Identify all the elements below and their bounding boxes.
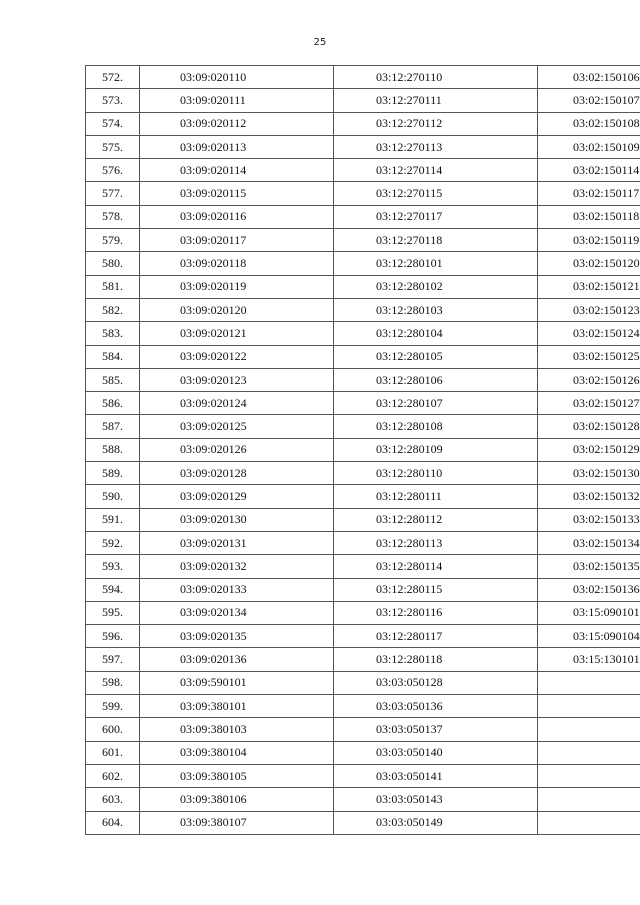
table-row bbox=[86, 438, 640, 461]
cadastral-number-cell: 03:09:020133 bbox=[140, 578, 334, 601]
cadastral-number-cell: 03:09:020113 bbox=[140, 135, 334, 158]
cadastral-number-cell: 03:09:020115 bbox=[140, 182, 334, 205]
row-number-cell: 604. bbox=[86, 811, 140, 834]
cadastral-number-cell: 03:09:020112 bbox=[140, 112, 334, 135]
row-number-cell: 595. bbox=[86, 601, 140, 624]
table-row bbox=[86, 275, 640, 298]
table-row bbox=[86, 368, 640, 391]
cadastral-number-cell: 03:02:150119 bbox=[538, 229, 640, 252]
table-row bbox=[86, 229, 640, 252]
table-row bbox=[86, 764, 640, 787]
cadastral-number-cell: 03:12:280107 bbox=[334, 392, 538, 415]
cadastral-number-cell: 03:02:150126 bbox=[538, 368, 640, 391]
cadastral-number-cell: 03:12:280109 bbox=[334, 438, 538, 461]
cadastral-number-table bbox=[85, 65, 640, 835]
row-number-cell: 597. bbox=[86, 648, 140, 671]
row-number-cell: 574. bbox=[86, 112, 140, 135]
table-row bbox=[86, 508, 640, 531]
cadastral-number-cell: 03:09:020136 bbox=[140, 648, 334, 671]
cadastral-number-cell: 03:12:270110 bbox=[334, 66, 538, 89]
cadastral-number-cell bbox=[538, 811, 640, 834]
table-row bbox=[86, 485, 640, 508]
table-row bbox=[86, 252, 640, 275]
cadastral-number-cell: 03:09:020122 bbox=[140, 345, 334, 368]
cadastral-number-cell: 03:15:130101 bbox=[538, 648, 640, 671]
cadastral-number-cell: 03:12:270114 bbox=[334, 159, 538, 182]
cadastral-number-cell: 03:09:020116 bbox=[140, 205, 334, 228]
row-number-cell: 598. bbox=[86, 671, 140, 694]
row-number-cell: 581. bbox=[86, 275, 140, 298]
cadastral-number-cell: 03:12:280116 bbox=[334, 601, 538, 624]
row-number-cell: 583. bbox=[86, 322, 140, 345]
cadastral-number-cell: 03:12:280117 bbox=[334, 625, 538, 648]
cadastral-number-cell: 03:12:280115 bbox=[334, 578, 538, 601]
cadastral-number-cell: 03:09:020117 bbox=[140, 229, 334, 252]
cadastral-number-cell: 03:09:020135 bbox=[140, 625, 334, 648]
cadastral-number-cell: 03:02:150124 bbox=[538, 322, 640, 345]
table-row bbox=[86, 788, 640, 811]
cadastral-number-cell: 03:03:050137 bbox=[334, 718, 538, 741]
cadastral-number-cell: 03:09:590101 bbox=[140, 671, 334, 694]
table-row bbox=[86, 89, 640, 112]
cadastral-number-cell: 03:02:150136 bbox=[538, 578, 640, 601]
cadastral-number-cell: 03:09:020126 bbox=[140, 438, 334, 461]
cadastral-number-cell: 03:09:020130 bbox=[140, 508, 334, 531]
cadastral-number-cell: 03:02:150109 bbox=[538, 135, 640, 158]
cadastral-number-cell: 03:09:020128 bbox=[140, 462, 334, 485]
cadastral-number-cell: 03:09:020120 bbox=[140, 298, 334, 321]
cadastral-number-cell: 03:02:150132 bbox=[538, 485, 640, 508]
row-number-cell: 600. bbox=[86, 718, 140, 741]
cadastral-number-cell: 03:02:150135 bbox=[538, 555, 640, 578]
row-number-cell: 586. bbox=[86, 392, 140, 415]
cadastral-number-cell bbox=[538, 695, 640, 718]
cadastral-number-cell: 03:12:270111 bbox=[334, 89, 538, 112]
cadastral-number-cell: 03:02:150128 bbox=[538, 415, 640, 438]
table-row bbox=[86, 135, 640, 158]
row-number-cell: 587. bbox=[86, 415, 140, 438]
cadastral-number-cell: 03:12:280104 bbox=[334, 322, 538, 345]
cadastral-number-cell: 03:02:150123 bbox=[538, 298, 640, 321]
cadastral-number-cell: 03:03:050149 bbox=[334, 811, 538, 834]
table-row bbox=[86, 462, 640, 485]
cadastral-number-cell: 03:09:020111 bbox=[140, 89, 334, 112]
cadastral-number-cell: 03:02:150117 bbox=[538, 182, 640, 205]
cadastral-number-cell: 03:12:280111 bbox=[334, 485, 538, 508]
cadastral-number-cell: 03:12:280108 bbox=[334, 415, 538, 438]
row-number-cell: 575. bbox=[86, 135, 140, 158]
row-number-cell: 590. bbox=[86, 485, 140, 508]
cadastral-number-cell: 03:02:150121 bbox=[538, 275, 640, 298]
row-number-cell: 585. bbox=[86, 368, 140, 391]
cadastral-number-cell: 03:12:280114 bbox=[334, 555, 538, 578]
cadastral-number-cell: 03:12:280102 bbox=[334, 275, 538, 298]
cadastral-number-cell: 03:09:380101 bbox=[140, 695, 334, 718]
cadastral-number-cell bbox=[538, 671, 640, 694]
cadastral-number-cell: 03:15:090101 bbox=[538, 601, 640, 624]
table-row bbox=[86, 415, 640, 438]
row-number-cell: 580. bbox=[86, 252, 140, 275]
table-body bbox=[86, 66, 640, 835]
table-row bbox=[86, 625, 640, 648]
page-number: 25 bbox=[313, 37, 327, 48]
cadastral-number-cell: 03:02:150127 bbox=[538, 392, 640, 415]
cadastral-number-cell: 03:09:020132 bbox=[140, 555, 334, 578]
cadastral-number-cell: 03:09:020129 bbox=[140, 485, 334, 508]
table-row bbox=[86, 322, 640, 345]
table-row bbox=[86, 601, 640, 624]
cadastral-number-cell: 03:12:280113 bbox=[334, 531, 538, 554]
cadastral-number-cell: 03:09:020134 bbox=[140, 601, 334, 624]
row-number-cell: 591. bbox=[86, 508, 140, 531]
row-number-cell: 578. bbox=[86, 205, 140, 228]
cadastral-number-cell: 03:09:020123 bbox=[140, 368, 334, 391]
row-number-cell: 573. bbox=[86, 89, 140, 112]
table-row bbox=[86, 205, 640, 228]
table-row bbox=[86, 811, 640, 834]
cadastral-number-cell: 03:09:380106 bbox=[140, 788, 334, 811]
row-number-cell: 589. bbox=[86, 462, 140, 485]
cadastral-number-cell: 03:09:020131 bbox=[140, 531, 334, 554]
cadastral-number-cell: 03:09:380103 bbox=[140, 718, 334, 741]
cadastral-number-cell: 03:09:020119 bbox=[140, 275, 334, 298]
cadastral-number-cell bbox=[538, 718, 640, 741]
cadastral-number-cell: 03:03:050128 bbox=[334, 671, 538, 694]
cadastral-number-cell: 03:09:380105 bbox=[140, 764, 334, 787]
cadastral-number-cell: 03:02:150108 bbox=[538, 112, 640, 135]
row-number-cell: 596. bbox=[86, 625, 140, 648]
cadastral-number-cell: 03:09:020121 bbox=[140, 322, 334, 345]
table-row bbox=[86, 66, 640, 89]
cadastral-number-cell: 03:09:020118 bbox=[140, 252, 334, 275]
table-row bbox=[86, 648, 640, 671]
cadastral-number-cell: 03:12:280103 bbox=[334, 298, 538, 321]
cadastral-number-cell: 03:15:090104 bbox=[538, 625, 640, 648]
table-row bbox=[86, 392, 640, 415]
cadastral-number-cell: 03:02:150107 bbox=[538, 89, 640, 112]
row-number-cell: 599. bbox=[86, 695, 140, 718]
cadastral-number-cell: 03:09:020110 bbox=[140, 66, 334, 89]
cadastral-number-cell: 03:03:050141 bbox=[334, 764, 538, 787]
cadastral-number-cell: 03:12:270113 bbox=[334, 135, 538, 158]
table-row bbox=[86, 671, 640, 694]
row-number-cell: 584. bbox=[86, 345, 140, 368]
row-number-cell: 603. bbox=[86, 788, 140, 811]
cadastral-number-cell: 03:12:280106 bbox=[334, 368, 538, 391]
cadastral-number-cell: 03:09:380104 bbox=[140, 741, 334, 764]
table-row bbox=[86, 159, 640, 182]
cadastral-number-cell: 03:12:280110 bbox=[334, 462, 538, 485]
cadastral-number-cell: 03:02:150118 bbox=[538, 205, 640, 228]
cadastral-number-cell: 03:03:050140 bbox=[334, 741, 538, 764]
cadastral-number-cell: 03:02:150106 bbox=[538, 66, 640, 89]
cadastral-number-cell: 03:02:150120 bbox=[538, 252, 640, 275]
table-row bbox=[86, 555, 640, 578]
cadastral-number-cell: 03:09:020114 bbox=[140, 159, 334, 182]
cadastral-number-cell: 03:09:380107 bbox=[140, 811, 334, 834]
table-row bbox=[86, 718, 640, 741]
cadastral-number-cell: 03:03:050143 bbox=[334, 788, 538, 811]
table-row bbox=[86, 345, 640, 368]
row-number-cell: 577. bbox=[86, 182, 140, 205]
cadastral-number-cell: 03:02:150133 bbox=[538, 508, 640, 531]
row-number-cell: 593. bbox=[86, 555, 140, 578]
cadastral-number-cell: 03:12:280101 bbox=[334, 252, 538, 275]
cadastral-number-cell bbox=[538, 764, 640, 787]
cadastral-number-cell: 03:09:020124 bbox=[140, 392, 334, 415]
table-row bbox=[86, 182, 640, 205]
table-row bbox=[86, 531, 640, 554]
row-number-cell: 594. bbox=[86, 578, 140, 601]
cadastral-number-cell: 03:12:270115 bbox=[334, 182, 538, 205]
cadastral-number-cell: 03:02:150130 bbox=[538, 462, 640, 485]
table-row bbox=[86, 298, 640, 321]
table-row bbox=[86, 695, 640, 718]
cadastral-number-cell: 03:12:280105 bbox=[334, 345, 538, 368]
row-number-cell: 572. bbox=[86, 66, 140, 89]
row-number-cell: 602. bbox=[86, 764, 140, 787]
row-number-cell: 588. bbox=[86, 438, 140, 461]
cadastral-number-cell bbox=[538, 788, 640, 811]
cadastral-number-cell: 03:12:270118 bbox=[334, 229, 538, 252]
cadastral-number-cell bbox=[538, 741, 640, 764]
row-number-cell: 576. bbox=[86, 159, 140, 182]
cadastral-number-cell: 03:12:280112 bbox=[334, 508, 538, 531]
cadastral-number-cell: 03:12:270112 bbox=[334, 112, 538, 135]
table-row bbox=[86, 578, 640, 601]
row-number-cell: 579. bbox=[86, 229, 140, 252]
row-number-cell: 601. bbox=[86, 741, 140, 764]
row-number-cell: 582. bbox=[86, 298, 140, 321]
table-row bbox=[86, 112, 640, 135]
cadastral-number-cell: 03:12:280118 bbox=[334, 648, 538, 671]
cadastral-number-cell: 03:02:150129 bbox=[538, 438, 640, 461]
cadastral-number-cell: 03:02:150134 bbox=[538, 531, 640, 554]
table-row bbox=[86, 741, 640, 764]
cadastral-number-cell: 03:02:150125 bbox=[538, 345, 640, 368]
cadastral-number-cell: 03:02:150114 bbox=[538, 159, 640, 182]
cadastral-number-cell: 03:03:050136 bbox=[334, 695, 538, 718]
row-number-cell: 592. bbox=[86, 531, 140, 554]
cadastral-number-cell: 03:12:270117 bbox=[334, 205, 538, 228]
cadastral-number-cell: 03:09:020125 bbox=[140, 415, 334, 438]
